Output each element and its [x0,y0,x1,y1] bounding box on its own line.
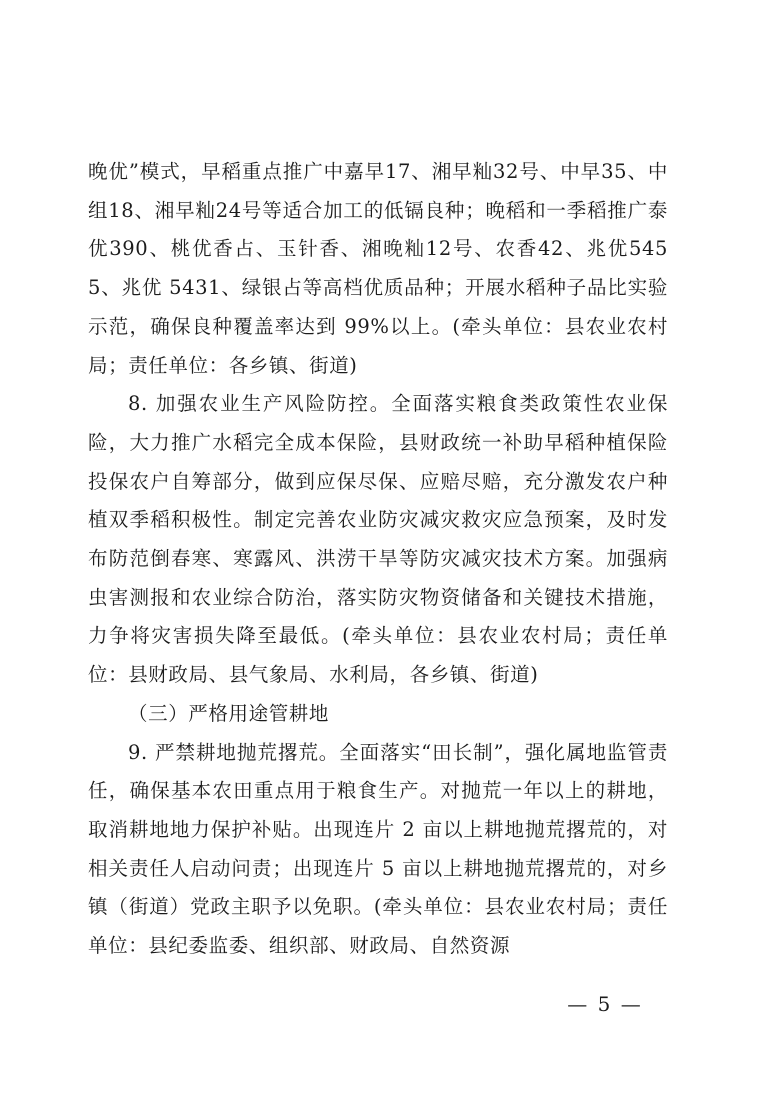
paragraph-continued: 晚优”模式，早稻重点推广中嘉早17、湘早籼32号、中早35、中组18、湘早籼24号等适合加工的低镉良种；晚稻和一季稻推广泰优390、桃优香占、玉针香、湘晚籼12号、农香42、兆优5455、兆优 5431、绿银占等高档优质品种；开展水稻种子品比实验示范，确保良种覆盖率达到 99%以上。(牵头单位：县农业农村局；责任单位：各乡镇、街道) [88,160,668,377]
paragraph-item-9: 9. 严禁耕地抛荒撂荒。全面落实“田长制”，强化属地监管责任，确保基本农田重点用于粮食生产。对抛荒一年以上的耕地，取消耕地地力保护补贴。出现连片 2 亩以上耕地抛荒撂荒的，对相关责任人启动问责；出现连片 5 亩以上耕地抛荒撂荒的，对乡镇（街道）党政主职予以免职。(牵头单位：县农业农村局；责任单位：县纪委监委、组织部、财政局、自然资源 [88,740,668,958]
paragraph-item-8: 8. 加强农业生产风险防控。全面落实粮食类政策性农业保险，大力推广水稻完全成本保险，县财政统一补助早稻种植保险投保农户自筹部分，做到应保尽保、应赔尽赔，充分激发农户种植双季稻积极性。制定完善农业防灾减灾救灾应急预案，及时发布防范倒春寒、寒露风、洪涝干旱等防灾减灾技术方案。加强病虫害测报和农业综合防治，落实防灾物资储备和关键技术措施，力争将灾害损失降至最低。(牵头单位：县农业农村局；责任单位：县财政局、县气象局、水利局，各乡镇、街道) [88,392,668,687]
page-number: — 5 — [567,992,643,1016]
section-heading: （三）严格用途管耕地 [128,701,330,725]
document-body [88,153,668,966]
